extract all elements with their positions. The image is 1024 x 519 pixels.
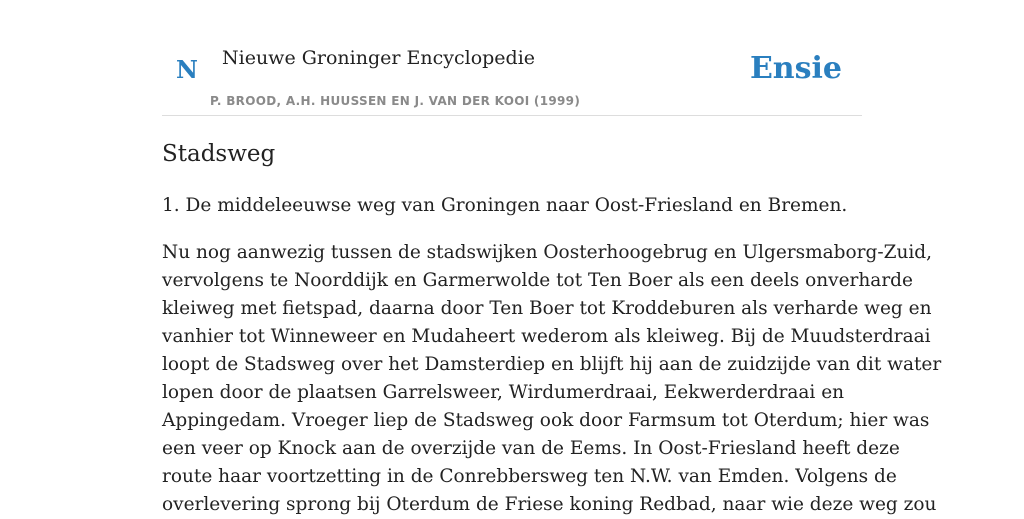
entry-definition: 1. De middeleeuwse weg van Groningen naar Oost-Friesland en Bremen.	[162, 195, 848, 216]
body-line: een veer op Knock aan de overzijde van de Eems. In Oost-Friesland heeft deze	[162, 438, 900, 459]
site-header	[162, 0, 862, 116]
body-line: loopt de Stadsweg over het Damsterdiep en blijft hij aan de zuidzijde van dit water	[162, 354, 942, 375]
body-line: lopen door de plaatsen Garrelsweer, Wirdumerdraai, Eekwerderdraai en	[162, 382, 845, 403]
entry-title: Stadsweg	[162, 141, 276, 167]
encyclopedia-logo[interactable]: N	[176, 55, 198, 84]
page	[162, 0, 942, 515]
ensie-brand-logo[interactable]: Ensie	[749, 51, 842, 86]
body-line: kleiweg met fietspad, daarna door Ten Boer tot Kroddeburen als verharde weg en	[162, 298, 932, 319]
body-line: Nu nog aanwezig tussen de stadswijken Oosterhoogebrug en Ulgersmaborg-Zuid,	[162, 242, 932, 263]
work-authors: P. BROOD, A.H. HUUSSEN EN J. VAN DER KOOI (1999)	[210, 94, 581, 108]
body-line: Appingedam. Vroeger liep de Stadsweg ook door Farmsum tot Oterdum; hier was	[162, 410, 930, 431]
entry-body	[162, 239, 942, 519]
work-title-link[interactable]: Nieuwe Groninger Encyclopedie	[222, 47, 536, 69]
body-line: vervolgens te Noorddijk en Garmerwolde tot Ten Boer als een deels onverharde	[162, 270, 913, 291]
body-line: vanhier tot Winneweer en Mudaheert wederom als kleiweg. Bij de Muudsterdraai	[162, 326, 931, 347]
body-line: route haar voortzetting in de Conrebbersweg ten N.W. van Emden. Volgens de	[162, 466, 897, 487]
body-line: overlevering sprong bij Oterdum de Friese koning Redbad, naar wie deze weg zou	[162, 494, 937, 515]
